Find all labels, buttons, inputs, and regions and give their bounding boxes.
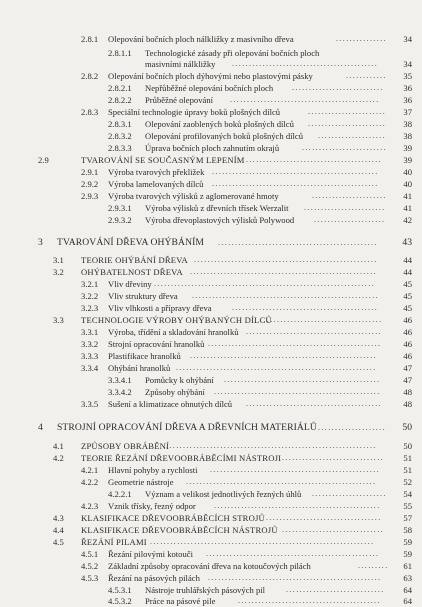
toc-page-number: 45 (403, 291, 412, 301)
toc-title: Vliv dřeviny (108, 279, 152, 289)
toc-title: TEORIE ŘEZÁNÍ DŘEVOOBRÁBĚCÍMI NÁSTROJI (81, 453, 282, 463)
toc-page-number: 59 (403, 537, 412, 547)
toc-entry (0, 290, 422, 302)
toc-page-number: 54 (403, 489, 412, 499)
toc-title: Úprava bočních ploch zahnutím okrajů (145, 143, 280, 153)
toc-title: Nepřůběžné olepování bočních ploch (145, 83, 274, 93)
toc-page-number: 45 (403, 279, 412, 289)
toc-entry (0, 476, 422, 488)
toc-number: 4.5 (53, 537, 64, 547)
toc-entry (0, 386, 422, 398)
toc-number: 2.9.3.1 (108, 203, 132, 213)
toc-entry (0, 202, 422, 214)
toc-title: Základní způsoby opracování dřeva na kotoučových pilách (108, 561, 311, 571)
toc-page-number: 48 (403, 399, 412, 409)
toc-title: Speciální technologie úpravy boků plošných dílců (108, 107, 281, 117)
toc-entry (0, 254, 422, 266)
toc-entry (0, 33, 422, 45)
toc-number: 4.5.3 (81, 573, 99, 583)
toc-number: 3.3.4.2 (108, 387, 132, 397)
toc-page-number: 47 (403, 363, 412, 373)
toc-title: TECHNOLOGIE VÝROBY OHÝBANÝCH DÍLCŮ (81, 315, 272, 325)
toc-entry (0, 440, 422, 452)
toc-page-number: 46 (403, 339, 412, 349)
toc-number: 2.9.1 (81, 167, 99, 177)
toc-title: Sušení a klimatizace ohnutých dílců (108, 399, 233, 409)
toc-leader-dots: ................................................... (208, 573, 382, 582)
toc-entry (0, 524, 422, 536)
toc-number: 3.1 (53, 255, 64, 265)
toc-leader-dots: .................... (318, 131, 386, 140)
toc-leader-dots: ........................................................... (176, 363, 377, 372)
toc-page-number: 48 (403, 387, 412, 397)
toc-page-number: 58 (403, 525, 412, 535)
toc-page-number: 45 (403, 303, 412, 313)
toc-leader-dots: ................................................................. (154, 279, 375, 288)
toc-leader-dots: ........................................ (246, 155, 382, 164)
toc-page-number: 38 (403, 131, 412, 141)
toc-title: Význam a velikost jednotlivých řezných úhlů (145, 489, 302, 499)
toc-number: 4.5.3.1 (108, 585, 132, 595)
toc-entry (0, 130, 422, 142)
toc-number: 2.8.1 (81, 34, 99, 44)
toc-entry (0, 512, 422, 524)
toc-entry (0, 142, 422, 154)
toc-number: 4.1 (53, 441, 64, 451)
toc-leader-dots: ....................... (308, 107, 387, 116)
toc-entry (0, 536, 422, 548)
toc-leader-dots: .................................................................. (150, 537, 375, 546)
toc-chapter-entry (0, 237, 422, 249)
toc-title: Řezání pilovými kotouči (108, 549, 193, 559)
toc-leader-dots: .................................................. (210, 465, 380, 474)
toc-page-number: 36 (403, 83, 412, 93)
toc-entry (0, 214, 422, 226)
toc-title: Pomůcky k ohýbání (145, 375, 214, 385)
toc-title: Vliv struktury dřeva (108, 291, 178, 301)
toc-chapter-entry (0, 422, 422, 434)
toc-page-number: 39 (403, 155, 412, 165)
toc-number: 4.2.1 (81, 465, 99, 475)
toc-leader-dots: ..................... (314, 215, 386, 224)
toc-number: 2.9.2 (81, 179, 99, 189)
toc-leader-dots: ....................................................... (192, 291, 379, 300)
toc-title: Olepování zaoblených boků plošných dílců (145, 119, 294, 129)
toc-page-number: 34 (403, 59, 412, 69)
toc-entry (0, 362, 422, 374)
toc-leader-dots: ................................................. (214, 387, 381, 396)
toc-number: 4.5.2 (81, 561, 99, 571)
toc-entry (0, 314, 422, 326)
toc-number: 2.8.2.1 (108, 83, 132, 93)
toc-title: STROJNÍ OPRACOVÁNÍ DŘEVA A DŘEVNÍCH MATERIÁLŮ (57, 422, 317, 433)
toc-title: Výroba výlisků z dřevních třísek Werzalit (145, 203, 289, 213)
toc-number: 4.2.2 (81, 477, 99, 487)
toc-entry (0, 302, 422, 314)
toc-leader-dots: ........................................... (232, 59, 379, 68)
toc-page-number: 61 (403, 561, 412, 571)
toc-title: Olepování bočních ploch dýhovými nebo plastovými pásky (108, 71, 313, 81)
toc-number: 2.8.1.1 (108, 48, 132, 58)
toc-leader-dots: ............................. (286, 585, 385, 594)
toc-title: Způsoby ohýbání (145, 387, 205, 397)
toc-title: Nástroje truhlářských pásových pil (145, 585, 266, 595)
toc-entry (0, 166, 422, 178)
toc-leader-dots: ................................................... (206, 549, 380, 558)
toc-page-number: 64 (403, 596, 412, 606)
toc-leader-dots: ................................................. (212, 179, 379, 188)
toc-title: Vznik třísky, řezný odpor (108, 501, 196, 511)
toc-title: Řezání na pásových pilách (108, 573, 200, 583)
toc-page-number: 40 (403, 179, 412, 189)
toc-entry (0, 70, 422, 82)
toc-title: Vliv vlhkosti a přípravy dřeva (108, 303, 212, 313)
toc-number: 3.3.4 (81, 363, 99, 373)
toc-entry-continuation (0, 58, 422, 70)
toc-page-number: 63 (403, 573, 412, 583)
toc-page-number: 50 (403, 441, 412, 451)
toc-title: ZPŮSOBY OBRÁBĚNÍ (81, 441, 170, 451)
toc-entry (0, 106, 422, 118)
toc-entry (0, 374, 422, 386)
toc-entry (0, 278, 422, 290)
toc-title: masivními nálkližky (145, 59, 216, 69)
toc-number: 2.8.2 (81, 71, 99, 81)
toc-entry (0, 190, 422, 202)
toc-leader-dots: ........................... (292, 83, 384, 92)
toc-title: Výroba tvarových překližek (108, 167, 205, 177)
toc-leader-dots: .................................. (266, 513, 382, 522)
toc-leader-dots: ............... (336, 34, 387, 43)
toc-number: 3.3.2 (81, 339, 99, 349)
toc-page-number: 50 (402, 422, 412, 433)
toc-leader-dots: ............................................ (230, 95, 380, 104)
toc-leader-dots: .................................... (260, 315, 383, 324)
toc-leader-dots: ........................................ (246, 327, 382, 336)
toc-number: 2.9 (38, 155, 49, 165)
toc-leader-dots: ................................................. (212, 167, 379, 176)
toc-leader-dots: ................................................. (214, 501, 381, 510)
toc-number: 3.3.4.1 (108, 375, 132, 385)
toc-title: Geometrie nástroje (108, 477, 174, 487)
toc-number: 3.3.5 (81, 399, 99, 409)
toc-title: Výroba lamelovaných dílců (108, 179, 204, 189)
toc-number: 2.9.3 (81, 191, 99, 201)
toc-entry (0, 595, 422, 607)
toc-title: Strojní opracování hranolků (108, 339, 205, 349)
toc-leader-dots: ............................................... (218, 238, 378, 247)
toc-leader-dots: ........................................................ (186, 477, 377, 486)
toc-page-number: 52 (403, 477, 412, 487)
toc-entry (0, 572, 422, 584)
toc-page-number: 44 (403, 267, 412, 277)
toc-title: KLASIFIKACE DŘEVOOBRÁBĚCÍCH STROJŮ (81, 513, 265, 523)
toc-number: 3.3 (53, 315, 64, 325)
toc-page-number: 64 (403, 585, 412, 595)
toc-page-number: 59 (403, 549, 412, 559)
toc-page-number: 46 (403, 327, 412, 337)
toc-number: 2.8.2.2 (108, 95, 132, 105)
toc-leader-dots: ....................... (308, 119, 387, 128)
toc-leader-dots: ......... (358, 561, 389, 570)
toc-number: 4.2.3 (81, 501, 99, 511)
toc-leader-dots: .............................................. (224, 375, 381, 384)
toc-page-number: 43 (402, 237, 412, 248)
toc-number: 2.8.3.1 (108, 119, 132, 129)
toc-page-number: 38 (403, 119, 412, 129)
toc-number: 3 (38, 237, 43, 248)
toc-number: 3.3.3 (81, 351, 99, 361)
toc-page-number: 51 (403, 465, 412, 475)
toc-entry (0, 266, 422, 278)
toc-page-number: 39 (403, 143, 412, 153)
toc-leader-dots: ...................................................... (194, 255, 378, 264)
toc-leader-dots: .................... (318, 423, 386, 432)
toc-title: Výroba tvarových výlisků z aglomerované hmoty (108, 191, 279, 201)
toc-page-number: 55 (403, 501, 412, 511)
toc-number: 4 (38, 422, 43, 433)
toc-title: OHÝBATELNOST DŘEVA (81, 267, 183, 277)
toc-page-number: 44 (403, 255, 412, 265)
toc-number: 3.3.1 (81, 327, 99, 337)
toc-title: Technologické zásady při olepování bočních ploch (145, 48, 320, 58)
toc-entry (0, 82, 422, 94)
toc-leader-dots: ....................................................... (190, 351, 377, 360)
toc-leader-dots: ................................................... (208, 339, 382, 348)
toc-entry (0, 338, 422, 350)
toc-entry (0, 154, 422, 166)
toc-leader-dots: ...................... (312, 191, 387, 200)
toc-number: 4.4 (53, 525, 64, 535)
toc-number: 4.2 (53, 453, 64, 463)
toc-number: 2.9.3.2 (108, 215, 132, 225)
toc-title: Olepování profilovaných boků plošných dílců (145, 131, 303, 141)
toc-number: 3.2 (53, 267, 64, 277)
toc-leader-dots: ...................... (312, 489, 387, 498)
toc-page-number: 46 (403, 315, 412, 325)
toc-entry (0, 452, 422, 464)
toc-entry (0, 398, 422, 410)
toc-entry (0, 464, 422, 476)
toc-page-number: 41 (403, 203, 412, 213)
toc-page-number: 35 (403, 71, 412, 81)
toc-entry (0, 94, 422, 106)
toc-title: Průběžné olepování (145, 95, 214, 105)
toc-page-number: 42 (403, 215, 412, 225)
toc-page-number: 46 (403, 351, 412, 361)
toc-number: 4.5.3.2 (108, 596, 132, 606)
toc-page-number: 41 (403, 191, 412, 201)
toc-number: 2.8.3.2 (108, 131, 132, 141)
toc-leader-dots: ......................... (302, 143, 387, 152)
toc-number: 4.2.2.1 (108, 489, 132, 499)
toc-entry (0, 500, 422, 512)
toc-leader-dots: .............................. (282, 525, 384, 534)
toc-entry (0, 178, 422, 190)
toc-title: TVAROVÁNÍ DŘEVA OHÝBÁNÍM (57, 237, 205, 248)
toc-number: 2.8.3 (81, 107, 99, 117)
toc-page-number: 47 (403, 375, 412, 385)
toc-title: Hlavní pohyby a rychlosti (108, 465, 198, 475)
toc-title: TEORIE OHÝBÁNÍ DŘEVA (81, 255, 188, 265)
toc-entry (0, 548, 422, 560)
toc-page-number: 40 (403, 167, 412, 177)
toc-title: Ohýbání hranolků (108, 363, 171, 373)
toc-leader-dots: .......................................... (238, 596, 381, 605)
toc-title: Výroba dřevoplastových výlisků Polywood (145, 215, 295, 225)
toc-title: KLASIFIKACE DŘEVOOBRÁBĚCÍCH NÁSTROJŮ (81, 525, 278, 535)
toc-number: 2.8.3.3 (108, 143, 132, 153)
toc-entry (0, 118, 422, 130)
toc-page-number: 36 (403, 95, 412, 105)
toc-entry (0, 488, 422, 500)
toc-number: 3.2.1 (81, 279, 99, 289)
toc-page-number: 34 (403, 34, 412, 44)
toc-number: 4.3 (53, 513, 64, 523)
toc-page-number: 37 (403, 107, 412, 117)
toc-title: Práce na pásové pile (145, 596, 216, 606)
toc-number: 3.2.3 (81, 303, 99, 313)
toc-leader-dots: .............................. (282, 453, 384, 462)
toc-number: 4.5.1 (81, 549, 99, 559)
toc-title: Výroba, třídění a skladování hranolků (108, 327, 239, 337)
toc-leader-dots: ............ (346, 71, 387, 80)
toc-leader-dots: ........................................... (232, 303, 379, 312)
toc-page-number: 51 (403, 453, 412, 463)
toc-leader-dots: ........................ (304, 203, 386, 212)
toc-page-number: 57 (403, 513, 412, 523)
toc-entry (0, 560, 422, 572)
toc-number: 3.2.2 (81, 291, 99, 301)
toc-title: Plastifikace hranolků (108, 351, 181, 361)
toc-title: Olepování bočních ploch nálkližky z masivního dřeva (108, 34, 294, 44)
toc-entry (0, 350, 422, 362)
toc-leader-dots: .............................................................. (166, 441, 377, 450)
toc-leader-dots: ........................................ (246, 399, 382, 408)
toc-title: ŘEZÁNÍ PILAMI (81, 537, 147, 547)
toc-leader-dots: ....................................................... (190, 267, 377, 276)
toc-title: TVAROVÁNÍ SE SOUČASNÝM LEPENÍM (81, 155, 245, 165)
toc-entry (0, 326, 422, 338)
